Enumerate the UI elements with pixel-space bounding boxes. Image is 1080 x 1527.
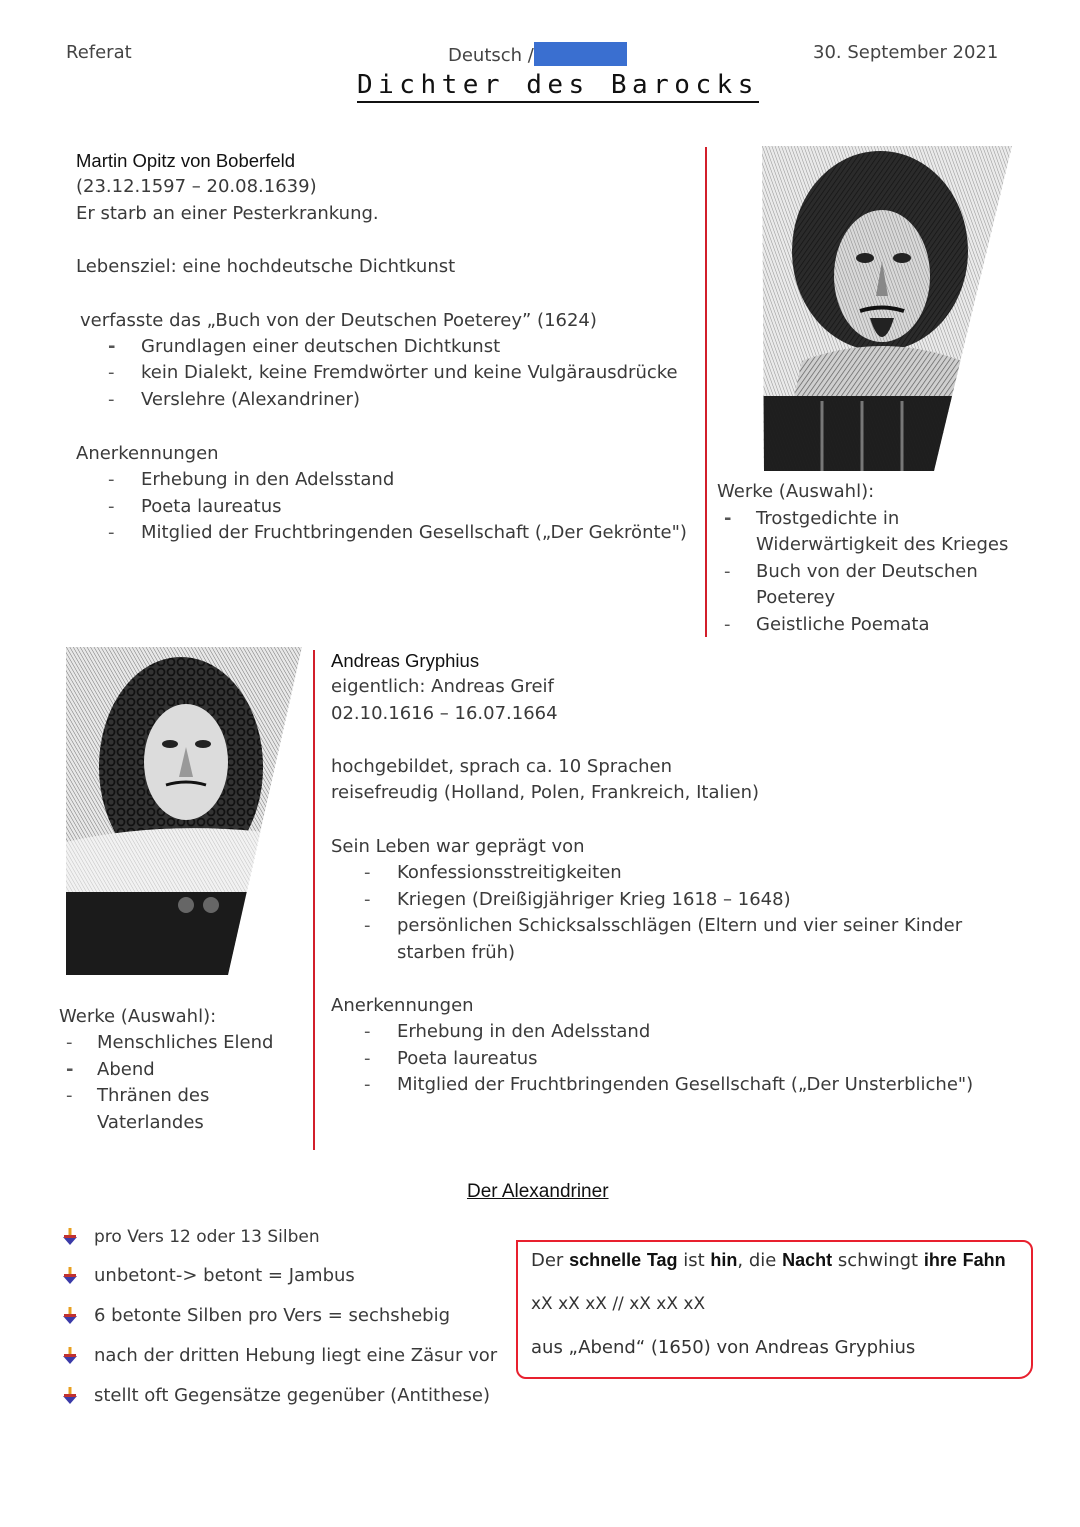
opitz-death: Er starb an einer Pesterkrankung.	[76, 203, 379, 224]
list-item: Geistliche Poemata	[756, 614, 930, 635]
dash-bullet: -	[724, 508, 732, 529]
verse-word: Der	[531, 1250, 570, 1271]
list-item: Erhebung in den Adelsstand	[141, 469, 395, 490]
verse-stress: Fahn	[962, 1250, 1006, 1270]
list-item: Menschliches Elend	[97, 1032, 274, 1053]
list-item: 6 betonte Silben pro Vers = sechshebig	[94, 1305, 450, 1326]
verse-stress: Nacht	[782, 1250, 833, 1270]
list-item: starben früh)	[397, 942, 516, 963]
opitz-works-heading: Werke (Auswahl):	[717, 481, 875, 502]
divider-line-gryphius	[313, 650, 315, 1150]
list-item: kein Dialekt, keine Fremdwörter und keine Vulgärausdrücke	[141, 362, 678, 383]
example-source: aus „Abend“ (1650) von Andreas Gryphius	[531, 1337, 916, 1358]
dash-bullet: -	[108, 469, 115, 490]
example-meter: xX xX xX // xX xX xX	[531, 1294, 706, 1314]
gryphius-edu: hochgebildet, sprach ca. 10 Sprachen	[331, 756, 672, 777]
dash-bullet: -	[364, 915, 371, 936]
list-item: Verslehre (Alexandriner)	[141, 389, 360, 410]
gryphius-real-name: eigentlich: Andreas Greif	[331, 676, 554, 697]
dash-bullet: -	[108, 522, 115, 543]
bullet-arrow-icon	[62, 1267, 78, 1285]
list-item: Erhebung in den Adelsstand	[397, 1021, 651, 1042]
verse-stress: Tag	[646, 1250, 678, 1270]
verse-word: ist	[677, 1250, 711, 1271]
list-item: unbetont-> betont = Jambus	[94, 1265, 355, 1286]
header-left: Referat	[66, 42, 132, 63]
verse-stress: ihre	[923, 1250, 957, 1270]
list-item: Mitglied der Fruchtbringenden Gesellschaft („Der Gekrönte")	[141, 522, 687, 543]
dash-bullet: -	[108, 362, 115, 383]
dash-bullet: -	[724, 614, 731, 635]
gryphius-dates: 02.10.1616 – 16.07.1664	[331, 703, 558, 724]
dash-bullet: -	[364, 889, 371, 910]
list-item: persönlichen Schicksalsschlägen (Eltern und vier seiner Kinder	[397, 915, 963, 936]
opitz-book-intro: verfasste das „Buch von der Deutschen Poeterey” (1624)	[80, 310, 597, 331]
list-item: Abend	[97, 1059, 155, 1080]
opitz-goal: Lebensziel: eine hochdeutsche Dichtkunst	[76, 256, 456, 277]
gryphius-life-heading: Sein Leben war geprägt von	[331, 836, 585, 857]
list-item: pro Vers 12 oder 13 Silben	[94, 1227, 320, 1247]
header-center	[448, 42, 627, 66]
dash-bullet: -	[364, 862, 371, 883]
opitz-dates: (23.12.1597 – 20.08.1639)	[76, 176, 317, 197]
list-item: Poeta laureatus	[141, 496, 282, 517]
dash-bullet: -	[108, 336, 116, 357]
bullet-arrow-icon	[62, 1387, 78, 1405]
gryphius-travel: reisefreudig (Holland, Polen, Frankreich, Italien)	[331, 782, 760, 803]
bullet-arrow-icon	[62, 1307, 78, 1325]
list-item: Thränen des	[97, 1085, 210, 1106]
list-item: Buch von der Deutschen	[756, 561, 978, 582]
gryphius-honors-heading: Anerkennungen	[331, 995, 474, 1016]
dash-bullet: -	[364, 1021, 371, 1042]
list-item: Widerwärtigkeit des Krieges	[756, 534, 1009, 555]
gryphius-portrait	[66, 647, 302, 975]
list-item: Trostgedichte in	[756, 508, 900, 529]
gryphius-works-heading: Werke (Auswahl):	[59, 1006, 217, 1027]
dash-bullet: -	[364, 1048, 371, 1069]
list-item: Poeta laureatus	[397, 1048, 538, 1069]
redacted-name-block	[534, 42, 627, 66]
dash-bullet: -	[66, 1085, 73, 1106]
verse-word: schwingt	[832, 1250, 924, 1271]
page-title: Dichter des Barocks	[357, 70, 759, 103]
list-item: Konfessionsstreitigkeiten	[397, 862, 622, 883]
opitz-honors-heading: Anerkennungen	[76, 443, 219, 464]
list-item: stellt oft Gegensätze gegenüber (Antithese)	[94, 1385, 490, 1406]
list-item: Kriegen (Dreißigjähriger Krieg 1618 – 1648)	[397, 889, 791, 910]
verse-stress: hin	[710, 1250, 738, 1270]
header-date: 30. September 2021	[813, 42, 999, 63]
bullet-arrow-icon	[62, 1347, 78, 1365]
gryphius-name: Andreas Gryphius	[331, 650, 480, 671]
dash-bullet: -	[66, 1059, 74, 1080]
example-verse	[531, 1250, 1006, 1271]
bullet-arrow-icon	[62, 1228, 78, 1246]
dash-bullet: -	[108, 496, 115, 517]
dash-bullet: -	[66, 1032, 73, 1053]
dash-bullet: -	[364, 1074, 371, 1095]
list-item: nach der dritten Hebung liegt eine Zäsur vor	[94, 1345, 498, 1366]
subject-label: Deutsch /	[448, 45, 534, 66]
list-item: Mitglied der Fruchtbringenden Gesellschaft („Der Unsterbliche")	[397, 1074, 974, 1095]
opitz-name: Martin Opitz von Boberfeld	[76, 150, 296, 171]
opitz-portrait	[762, 146, 1012, 471]
divider-line-opitz	[705, 147, 707, 637]
dash-bullet: -	[724, 561, 731, 582]
list-item: Grundlagen einer deutschen Dichtkunst	[141, 336, 501, 357]
verse-word: , die	[737, 1250, 783, 1271]
alexandriner-heading: Der Alexandriner	[467, 1181, 609, 1202]
list-item: Vaterlandes	[97, 1112, 204, 1133]
verse-stress: schnelle	[569, 1250, 642, 1270]
list-item: Poeterey	[756, 587, 836, 608]
dash-bullet: -	[108, 389, 115, 410]
